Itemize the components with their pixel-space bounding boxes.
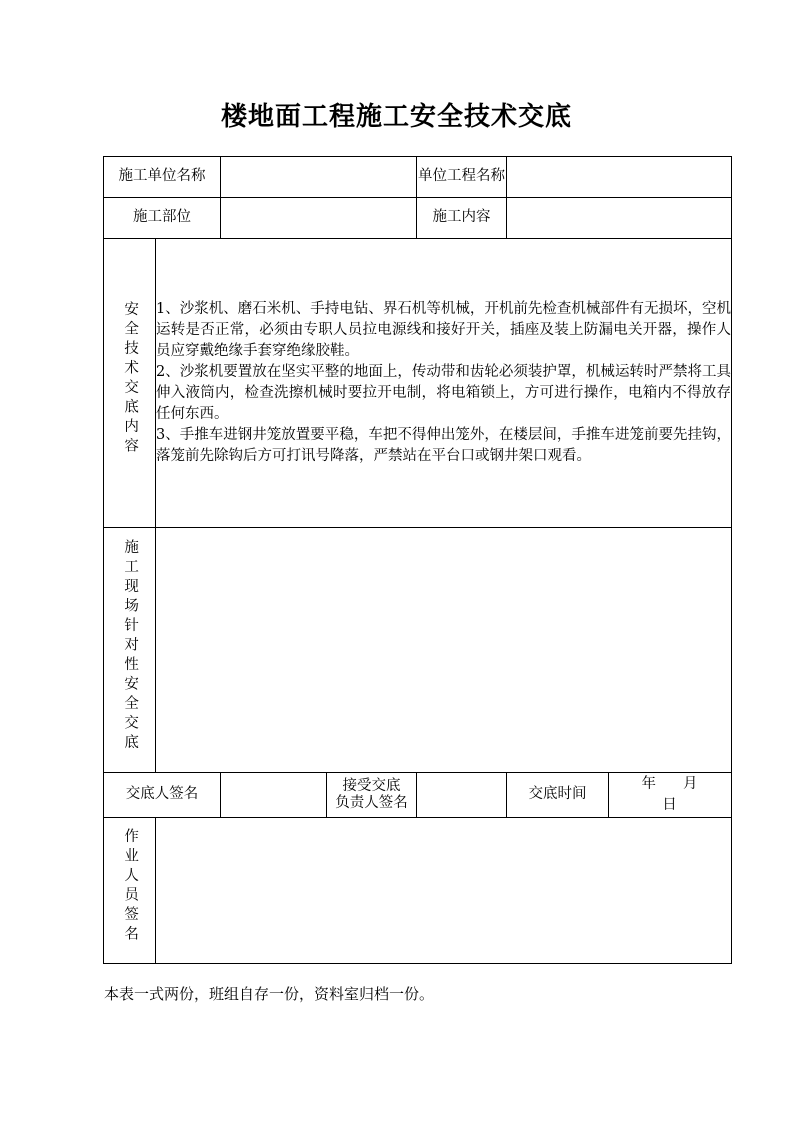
date-day-unit: 日 <box>662 797 678 813</box>
field-disclosure-date[interactable] <box>609 773 732 818</box>
safety-item-2: 2、沙浆机要置放在坚实平整的地面上，传动带和齿轮必须装护罩，机械运转时严禁将工具伸入液筒内，检查洗擦机械时要拉开电制，将电箱锁上，方可进行操作，电箱内不得放存任何东西。 <box>156 363 731 423</box>
table-row-site-specific <box>104 528 732 773</box>
field-construction-content[interactable] <box>507 198 732 239</box>
label-receiver-signature-line2: 负责人签名 <box>335 795 408 811</box>
page-title: 楼地面工程施工安全技术交底 <box>220 102 572 132</box>
field-discloser-signature[interactable] <box>221 773 327 818</box>
label-disclosure-time: 交底时间 <box>507 773 609 818</box>
field-worker-signatures[interactable] <box>156 818 732 964</box>
label-construction-unit-name: 施工单位名称 <box>104 157 221 198</box>
label-worker-signatures <box>104 818 156 964</box>
date-year-unit: 年 <box>641 775 657 792</box>
field-safety-technical-content[interactable] <box>156 239 732 528</box>
label-worker-signatures-text: 作业人员签名 <box>122 828 139 946</box>
date-month-unit: 月 <box>683 775 699 792</box>
field-site-specific-disclosure[interactable] <box>156 528 732 773</box>
field-construction-part[interactable] <box>221 198 417 239</box>
safety-item-1: 1、沙浆机、磨石米机、手持电钻、界石机等机械，开机前先检查机械部件有无损坏，空机运转是否正常，必须由专职人员拉电源线和接好开关，插座及装上防漏电关开器，操作人员应穿戴绝缘手套穿绝缘胶鞋。 <box>156 300 731 359</box>
label-discloser-signature: 交底人签名 <box>104 773 221 818</box>
footer-note: 本表一式两份，班组自存一份，资料室归档一份。 <box>104 985 435 1003</box>
label-construction-part: 施工部位 <box>104 198 221 239</box>
table-row-signatures <box>104 773 732 818</box>
table-row-safety-content <box>104 239 732 528</box>
table-row-construction-part <box>104 198 732 239</box>
label-safety-technical-content-text: 安全技术交底内容 <box>122 301 139 458</box>
field-construction-unit-name[interactable] <box>221 157 417 198</box>
label-receiver-signature-line1: 接受交底 <box>342 778 401 795</box>
label-project-name: 单位工程名称 <box>417 157 507 198</box>
table-row-construction-unit <box>104 157 732 198</box>
safety-item-3: 3、手推车进钢井笼放置要平稳，车把不得伸出笼外，在楼层间，手推车进笼前要先挂钩，落笼前先除钩后方可打讯号降落，严禁站在平台口或钢井架口观看。 <box>156 427 731 465</box>
field-project-name[interactable] <box>507 157 732 198</box>
table-row-worker-signatures <box>104 818 732 964</box>
label-site-specific-disclosure <box>104 528 156 773</box>
label-safety-technical-content <box>104 239 156 528</box>
label-site-specific-disclosure-text: 施工现场针对性安全交底 <box>122 539 139 754</box>
label-receiver-signature <box>327 773 417 818</box>
label-construction-content: 施工内容 <box>417 198 507 239</box>
field-receiver-signature[interactable] <box>417 773 507 818</box>
safety-disclosure-form <box>103 156 732 964</box>
